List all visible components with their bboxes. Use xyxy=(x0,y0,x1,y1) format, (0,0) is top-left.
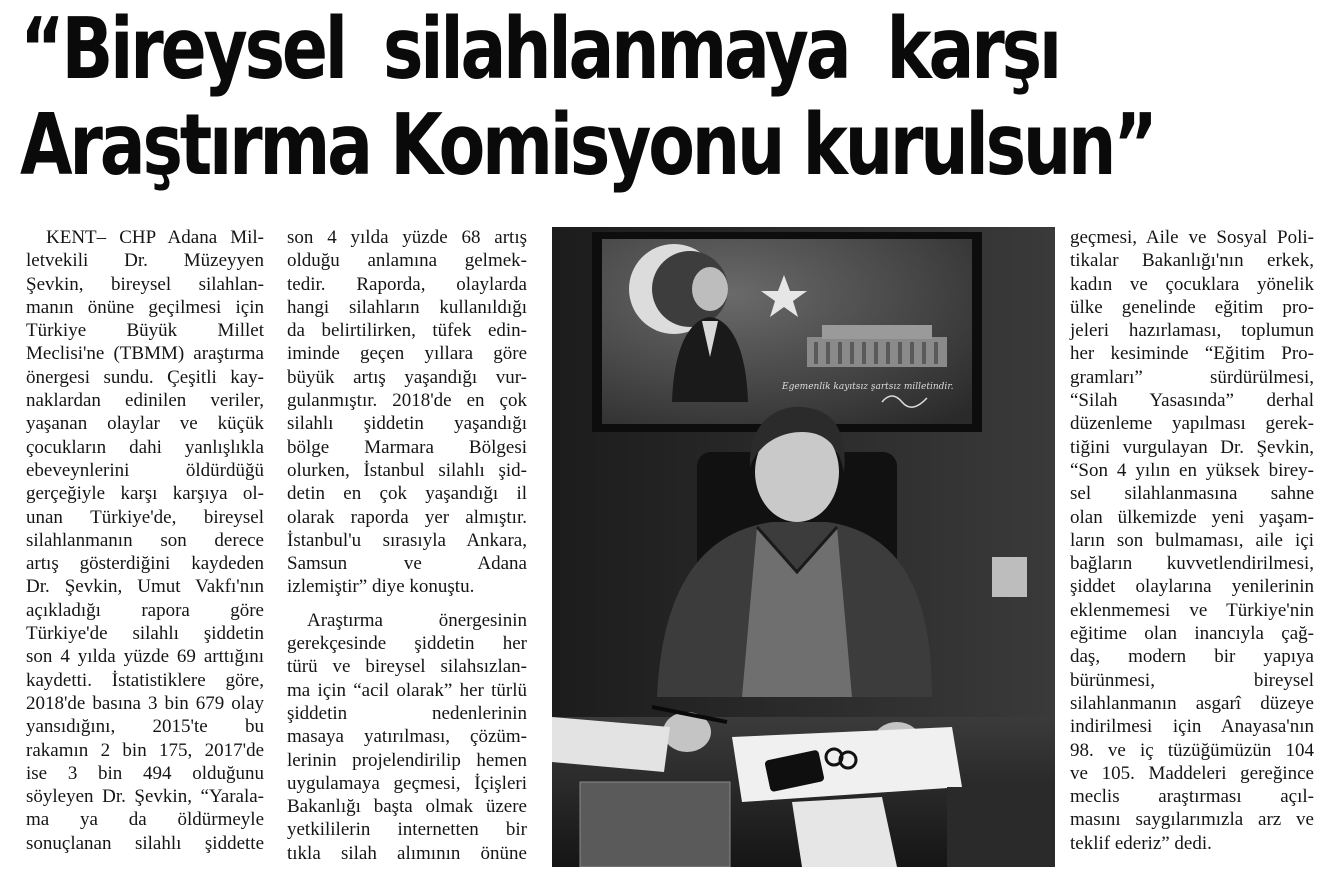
article-line: ma için “acil olarak” her türlü xyxy=(287,679,527,701)
article-line: olan ülkemizde yeni yaşam- xyxy=(1070,506,1314,528)
article-line: “Son 4 yılın en yüksek birey- xyxy=(1070,459,1314,481)
article-column-2 xyxy=(287,226,527,865)
article-line: şiddet olaylarına yenilerinin xyxy=(1070,576,1314,598)
article-line: yansıdığını, 2015'te bu xyxy=(26,716,264,738)
article-line: silahlanmanın son derece xyxy=(26,529,264,551)
article-line: Bakanlığı başta olmak üzere xyxy=(287,796,527,818)
article-line: ve 105. Maddeleri gereğince xyxy=(1070,762,1314,784)
article-line: kadın ve çocuklara yönelik xyxy=(1070,273,1314,295)
article-line: 2018'de basına 3 bin 679 olay xyxy=(26,692,264,714)
article-line: olarak raporda yer almıştır. xyxy=(287,506,527,528)
article-line: bağların kuvvetlendirilmesi, xyxy=(1070,553,1314,575)
article-line: lerinin projelendirilip hemen xyxy=(287,749,527,771)
article-line: detin en çok yaşandığı il xyxy=(287,483,527,505)
headline-line-1: “Bireysel silahlanmaya karşı xyxy=(20,0,1059,99)
article-line: türü ve bireysel silahsızlan- xyxy=(287,656,527,678)
article-line: jeleri hazırlaması, toplumun xyxy=(1070,320,1314,342)
article-line: tikalar Bakanlığı'nın erkek, xyxy=(1070,250,1314,272)
article-line: her kesiminde “Eğitim Pro- xyxy=(1070,343,1314,365)
article-line: tedir. Raporda, olaylarda xyxy=(287,273,527,295)
article-line: letvekili Dr. Müzeyyen xyxy=(26,250,264,272)
article-line: şiddetin nedenlerinin xyxy=(287,702,527,724)
article-line: masını saygılarımızla arz ve xyxy=(1070,809,1314,831)
article-line: ülke genelinde eğitim pro- xyxy=(1070,296,1314,318)
article-line: son 4 yılda yüzde 69 arttığını xyxy=(26,646,264,668)
article-line: silahlı şiddetin yaşandığı xyxy=(287,413,527,435)
article-line: olduğu anlamına gelmek- xyxy=(287,250,527,272)
article-line: daş, modern bir yapıya xyxy=(1070,646,1314,668)
article-line: masaya yatırılması, çözüm- xyxy=(287,726,527,748)
article-line: sonuçlanan silahlı şiddette xyxy=(26,832,264,854)
article-line: gramları” sürdürülmesi, xyxy=(1070,366,1314,388)
article-line: Türkiye'de silahlı şiddetin xyxy=(26,623,264,645)
article-line: Araştırma önergesinin xyxy=(307,609,527,631)
article-line: bürünmesi, bireysel xyxy=(1070,669,1314,691)
article-line: gulanmıştır. 2018'de en çok xyxy=(287,390,527,412)
article-line: meclis araştırması açıl- xyxy=(1070,786,1314,808)
article-line: izlemiştir” diye konuştu. xyxy=(287,576,475,598)
article-line: naklardan edinilen veriler, xyxy=(26,390,264,412)
article-line: gerçeğiyle karşı karşıya ol- xyxy=(26,483,264,505)
article-line: ebeveynlerini öldürdüğü xyxy=(26,459,264,481)
article-line: tıkla silah alımının önüne xyxy=(287,842,527,864)
article-line: rakamın 2 bin 175, 2017'de xyxy=(26,739,264,761)
article-line: tiğini vurgulayan Dr. Şevkin, xyxy=(1070,436,1314,458)
flag-caption: Egemenlik kayıtsız şartsız milletindir. xyxy=(782,382,954,392)
article-line: unan Türkiye'de, bireysel xyxy=(26,506,264,528)
article-line: Meclisi'ne (TBMM) araştırma xyxy=(26,343,264,365)
article-line: teklif ederiz” dedi. xyxy=(1070,832,1212,854)
article-line: yaşanan olaylar ve küçük xyxy=(26,413,264,435)
article-column-3 xyxy=(1070,226,1314,855)
article-line: olurken, İstanbul silahlı şid- xyxy=(287,459,527,481)
article-line: çocukların dahi yanlışlıkla xyxy=(26,436,264,458)
article-line: da belirtilirken, tüfek edin- xyxy=(287,320,527,342)
article-line: söyleyen Dr. Şevkin, “Yarala- xyxy=(26,786,264,808)
article-line: ise 3 bin 494 olduğunu xyxy=(26,762,264,784)
article-line: Türkiye Büyük Millet xyxy=(26,320,264,342)
article-line: Şevkin, bireysel silahlan- xyxy=(26,273,264,295)
article-line: İstanbul'u sırasıyla Ankara, xyxy=(287,529,527,551)
article-line: hangi silahların kullanıldığı xyxy=(287,296,527,318)
headline xyxy=(20,0,1155,195)
article-line: silahlanmanın asgarî düzeye xyxy=(1070,692,1314,714)
article-line: iminde geçen yıllara göre xyxy=(287,343,527,365)
article-line: yetkililerin internetten bir xyxy=(287,819,527,841)
article-line: ma ya da öldürmeyle xyxy=(26,809,264,831)
article-line: açıkladığı rapora göre xyxy=(26,599,264,621)
article-line: sel silahlanmasına sahne xyxy=(1070,483,1314,505)
article-line: Dr. Şevkin, Umut Vakfı'nın xyxy=(26,576,264,598)
article-line: önergesi sundu. Çeşitli kay- xyxy=(26,366,264,388)
article-line: büyük artış yaşandığı vur- xyxy=(287,366,527,388)
article-line: düzenleme yapılması gerek- xyxy=(1070,413,1314,435)
article-line: ların son bulmaması, aile içi xyxy=(1070,529,1314,551)
article-column-1 xyxy=(26,226,264,855)
article-line: 98. ve iç tüzüğümüzün 104 xyxy=(1070,739,1314,761)
photo-illustration xyxy=(552,227,1055,867)
article-line: indirilmesi için Anayasa'nın xyxy=(1070,716,1314,738)
article-line: uygulamaya geçmesi, İçişleri xyxy=(287,772,527,794)
article-line: eğitime olan inancıyla çağ- xyxy=(1070,623,1314,645)
article-line: eklenmemesi ve Türkiye'nin xyxy=(1070,599,1314,621)
article-line: artış gösterdiğini kaydeden xyxy=(26,553,264,575)
article-line: geçmesi, Aile ve Sosyal Poli- xyxy=(1070,227,1314,248)
article-line: gerekçesinde şiddetin her xyxy=(287,633,527,655)
article-line: manın önüne geçilmesi için xyxy=(26,296,264,318)
headline-line-2: Araştırma Komisyonu kurulsun” xyxy=(20,96,1155,195)
article-line: KENT– CHP Adana Mil- xyxy=(46,227,264,248)
article-line: bölge Marmara Bölgesi xyxy=(287,436,527,458)
article-line: son 4 yılda yüzde 68 artış xyxy=(287,227,527,248)
article-line: “Silah Yasasında” derhal xyxy=(1070,390,1314,412)
article-line: Samsun ve Adana xyxy=(287,553,527,575)
article-line: kaydetti. İstatistiklere göre, xyxy=(26,669,264,691)
article-photo xyxy=(552,227,1055,867)
